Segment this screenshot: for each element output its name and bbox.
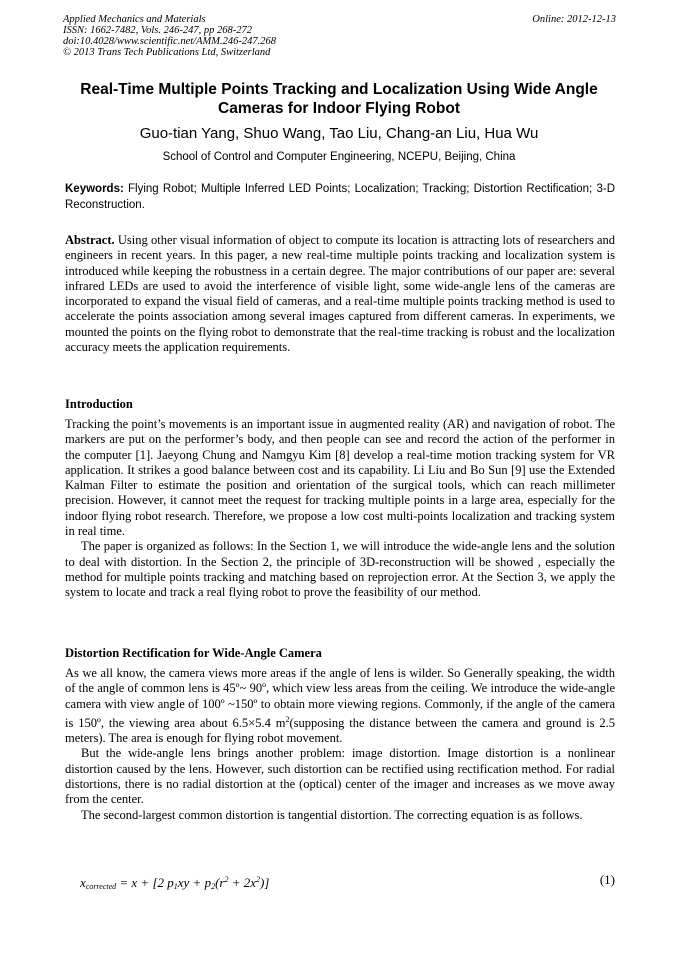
distortion-paragraph-1-b: (supposing the distance between the camera and ground is 2.5 meters). The area is enough for flying robot movement.	[65, 715, 615, 746]
introduction-paragraph-1: Tracking the point’s movements is an important issue in augmented reality (AR) and navigation of robot. The markers are put on the performer’s body, and then people can see and record the action of the performer in the computer [1]. Jaeyong Chung and Namgyu Kim [8] develop a real-time motion tracking system for VR application. It strikes a good balance between cost and its capability. Li Liu and Bo Sun [9] use the Extended Kalman Filter to estimate the position and orientation of the surgical tools, which can reach millimeter precision. However, it cannot meet the request for tracking multiple points in a large area, especially for the indoor flying robot research. Therefore, we propose a low cost multi-points localization and tracking system in real time.	[65, 417, 615, 539]
area-unit-superscript: 2	[285, 714, 290, 724]
journal-header	[63, 14, 616, 58]
abstract	[65, 233, 615, 355]
introduction-paragraph-2: The paper is organized as follows: In the Section 1, we will introduce the wide-angle lens and the solution to deal with distortion. In the Section 2, the principle of 3D-reconstruction will be showed , especially the method for multiple points tracking and matching based on reprojection error. At the Section 3, we apply the system to locate and track a real flying robot to prove the feasibility of our method.	[65, 539, 615, 600]
distortion-heading: Distortion Rectification for Wide-Angle Camera	[65, 646, 322, 660]
introduction-heading: Introduction	[65, 397, 133, 411]
introduction-section	[65, 417, 615, 601]
journal-name: Applied Mechanics and Materials	[63, 14, 206, 25]
paper-authors: Guo-tian Yang, Shuo Wang, Tao Liu, Chang-an Liu, Hua Wu	[139, 125, 539, 142]
equation-number: (1)	[599, 872, 615, 887]
keywords	[65, 182, 615, 213]
journal-copyright: © 2013 Trans Tech Publications Ltd, Switzerland	[63, 47, 271, 58]
distortion-paragraph-1-a: As we all know, the camera views more areas if the angle of lens is wilder. So Generally speaking, the width of the angle of common lens is 45º~ 90º, which view less areas from the ceiling. We introduce the wide-angle camera with view angle of 100º ~150º to obtain more viewing regions. Commonly, if the angle of the camera is 150º, the viewing area about 6.5×5.4 m	[65, 666, 615, 730]
keywords-text: Flying Robot; Multiple Inferred LED Points; Localization; Tracking; Distortion Rectification; 3-D Reconstruction.	[65, 183, 615, 211]
journal-doi: doi:10.4028/www.scientific.net/AMM.246-247.268	[63, 36, 276, 47]
abstract-text: Using other visual information of object to compute its location is attracting lots of researchers and engineers in recent years. In this pager, a new real-time multiple points tracking and localization system is introduced while keeping the robustness in a certain degree. The major contributions of our paper are: several infrared LEDs are used to avoid the interference of visible light, some wide-angle lens of the cameras are incorporated to expand the visual field of cameras, and a real-time multiple points tracking method is used to accelerate the points association among several images captured from different cameras. In experiments, we mounted the points on the flying robot to demonstrate that the real-time tracking is robust and the localization accuracy meets the application requirements.	[65, 233, 615, 355]
paper-title	[40, 80, 638, 118]
paper-affiliation: School of Control and Computer Engineering, NCEPU, Beijing, China	[162, 151, 516, 163]
keywords-label: Keywords:	[65, 183, 124, 195]
equation-body: $x_{corrected} = x + [2$ $p_1xy + p_2(r^2 + 2x^2)$]	[80, 875, 270, 891]
distortion-paragraph-3: The second-largest common distortion is tangential distortion. The correcting equation is as follows.	[81, 807, 583, 822]
title-line-1: Real-Time Multiple Points Tracking and Localization Using Wide Angle	[80, 81, 598, 98]
abstract-label: Abstract.	[65, 233, 115, 247]
online-date: Online: 2012-12-13	[532, 14, 616, 25]
title-line-2: Cameras for Indoor Flying Robot	[218, 100, 460, 117]
distortion-paragraph-1	[65, 666, 615, 746]
equation-1	[80, 871, 615, 889]
distortion-section	[65, 666, 615, 823]
distortion-paragraph-2: But the wide-angle lens brings another problem: image distortion. Image distortion is a nonlinear distortion caused by the lens. However, such distortion can be rectified using rectification method. For radial distortions, there is no radial distortion at the (optical) center of the imager and increases as we move away from the center.	[65, 746, 615, 807]
journal-issn: ISSN: 1662-7482, Vols. 246-247, pp 268-272	[63, 25, 252, 36]
